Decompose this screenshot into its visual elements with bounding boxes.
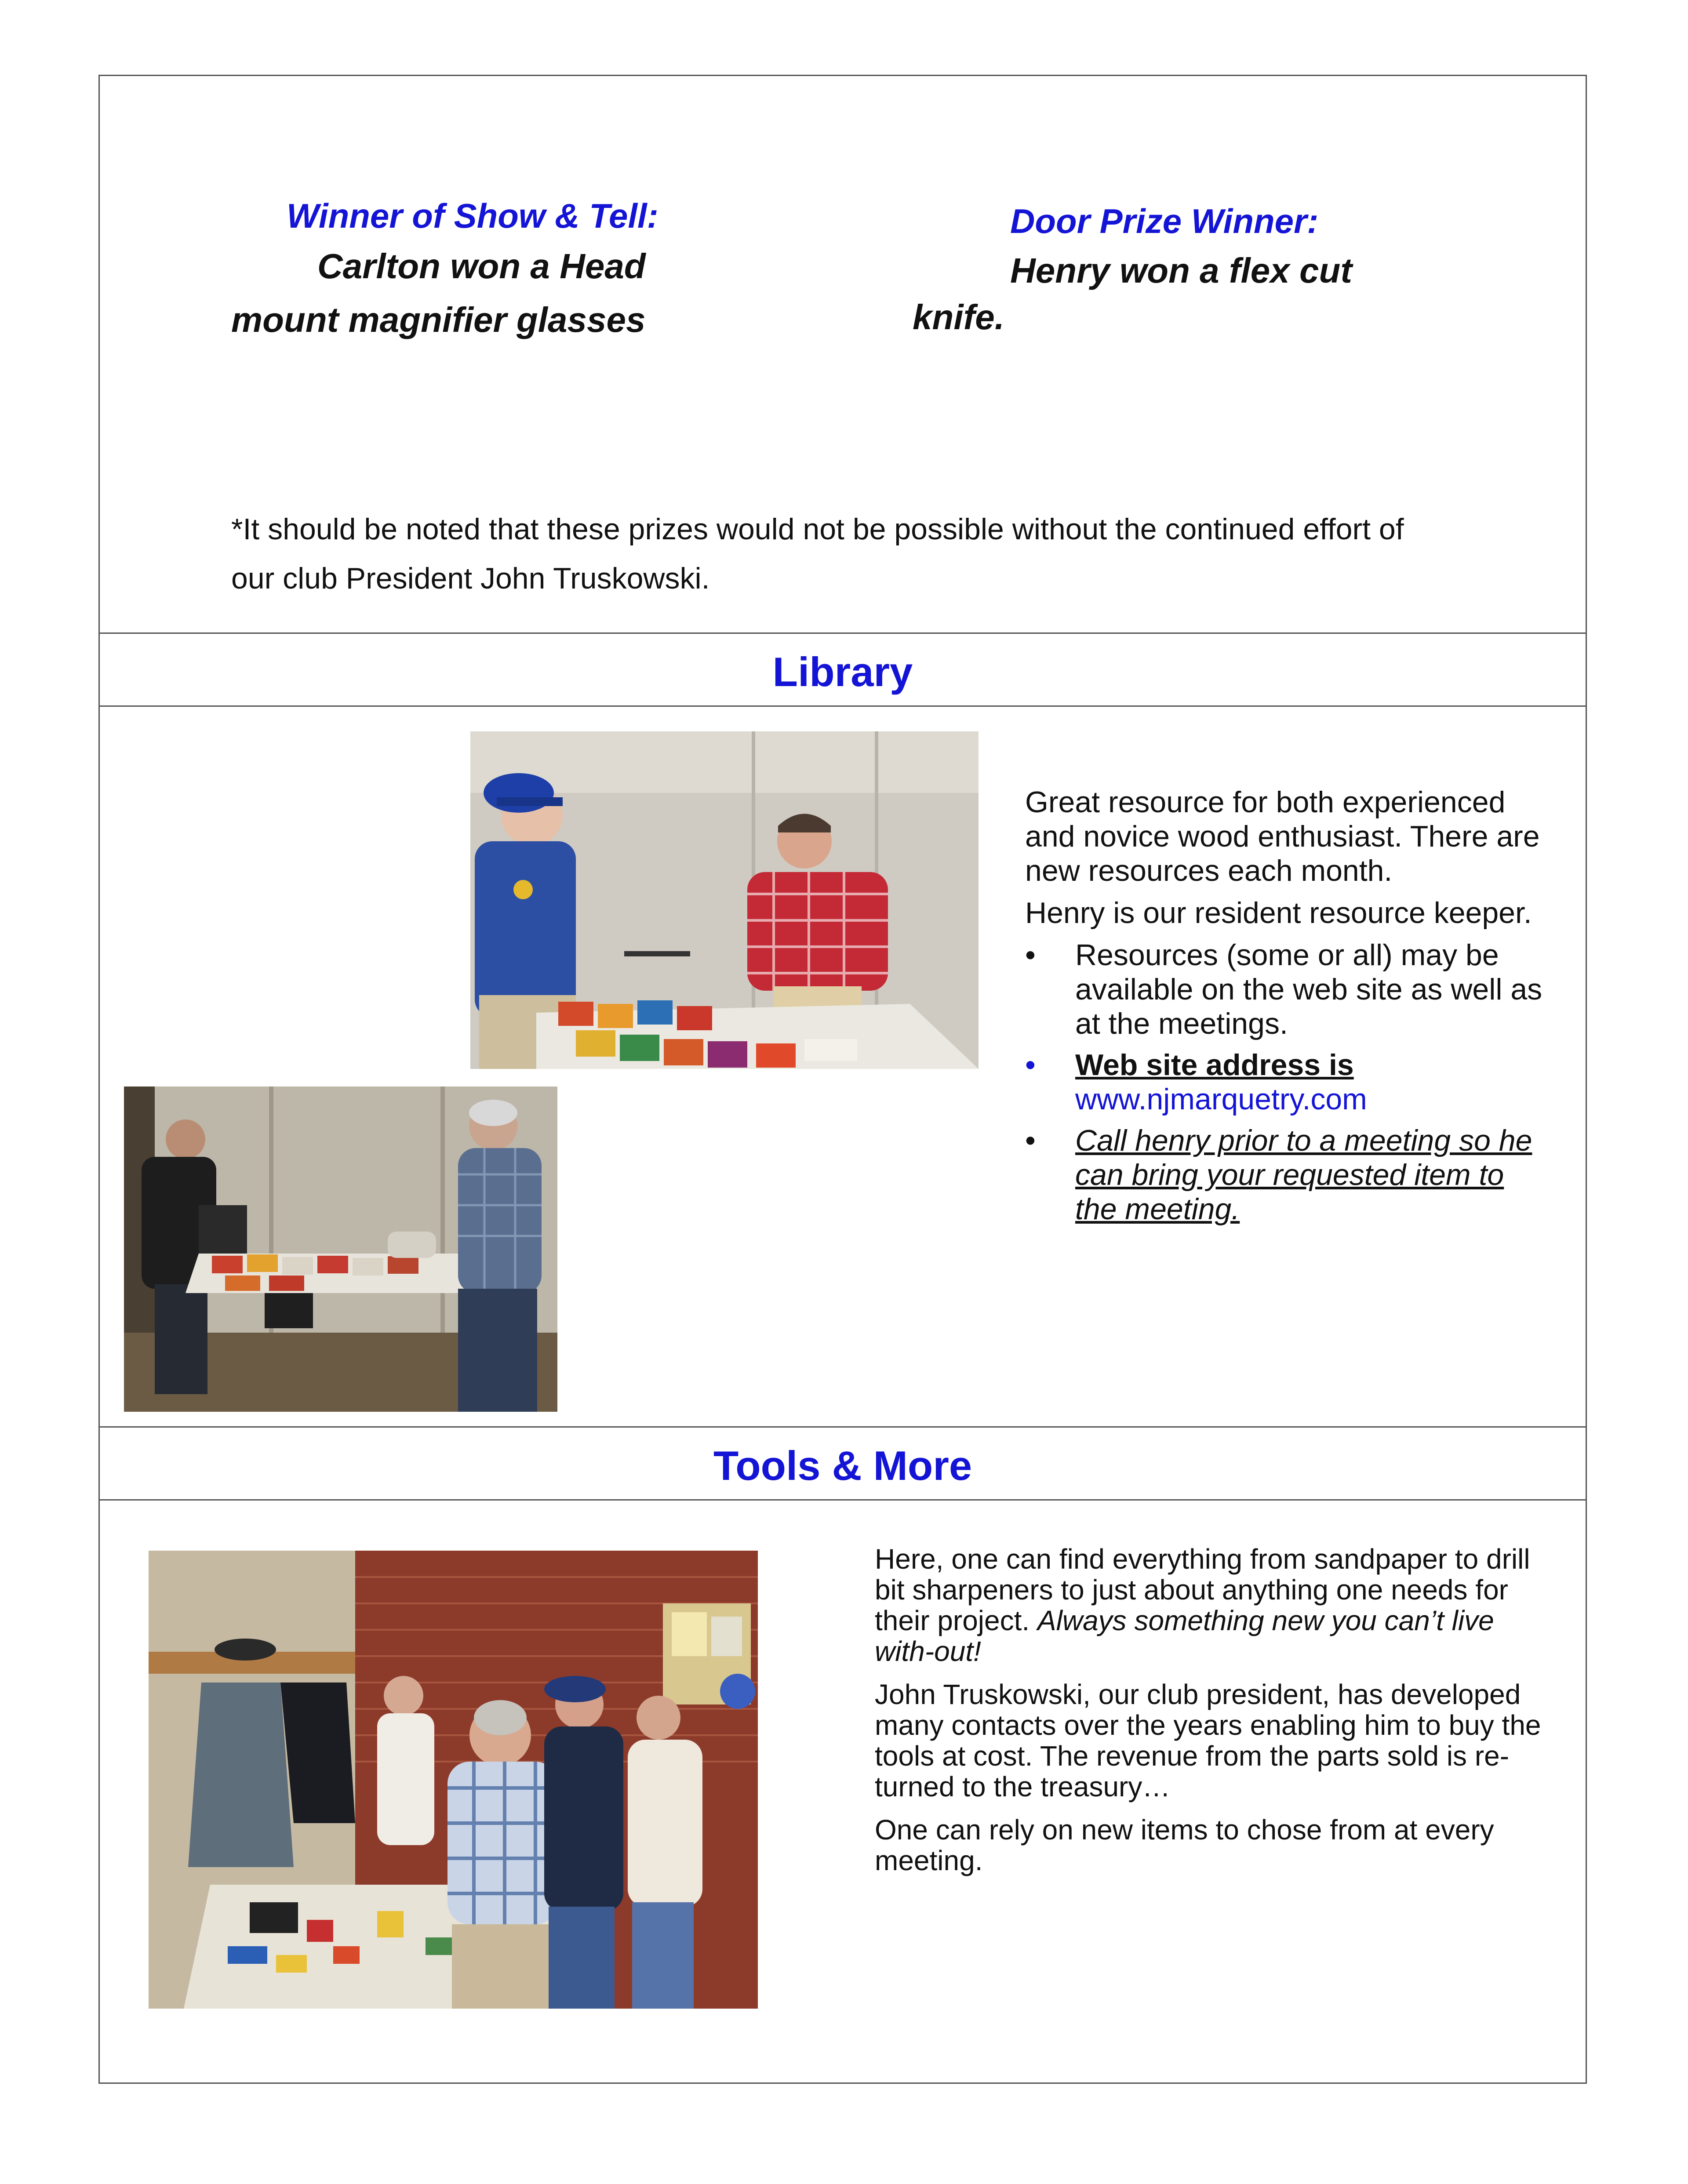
library-bullet-3-text: Call henry prior to a meeting so he can bring your requested item to the meeting. xyxy=(1075,1124,1532,1226)
bullet-icon: • xyxy=(1025,1124,1036,1157)
divider-tools-top xyxy=(98,1426,1587,1428)
library-para1: Great resource for both experienced and novice wood enthusiast. There are new resources each month. xyxy=(1025,785,1540,887)
tools-para1-plain: Here, one can find everything from sandpaper to drill bit sharpeners to just about anything one needs for their project. xyxy=(875,1543,1530,1636)
library-bullet-1-text: Resources (some or all) may be available on the web site as well as at the meetings. xyxy=(1075,938,1542,1040)
bullet-icon: • xyxy=(1025,1048,1036,1082)
show-tell-line2: mount magnifier glasses xyxy=(231,300,646,339)
library-para2: Henry is our resident resource keeper. xyxy=(1025,896,1532,930)
door-prize-heading: Door Prize Winner: xyxy=(1010,202,1319,240)
tools-title: Tools & More xyxy=(713,1443,972,1489)
tools-para3: One can rely on new items to chose from at every meeting. xyxy=(875,1814,1494,1876)
library-title: Library xyxy=(772,649,913,695)
library-photo-top xyxy=(470,731,979,1069)
tools-para1 xyxy=(875,1544,1552,1667)
website-link[interactable]: www.njmarquetry.com xyxy=(1075,1083,1367,1116)
divider-tools-bottom xyxy=(98,1499,1587,1501)
show-tell-line1: Carlton won a Head xyxy=(317,247,646,286)
library-bullet-3 xyxy=(1025,1123,1553,1226)
show-tell-heading: Winner of Show & Tell: xyxy=(287,196,658,235)
tools-text xyxy=(875,1544,1552,1888)
tools-para1-italic: Always something new you can’t live with-out! xyxy=(875,1605,1494,1667)
tools-para2: John Truskowski, our club president, has developed many contacts over the years enabling him to buy the tools at cost. The revenue from the parts sold is re-turned to the treasury… xyxy=(875,1679,1541,1802)
prize-note-line1: *It should be noted that these prizes would not be possible without the continued effort of xyxy=(231,512,1404,546)
divider-library-top xyxy=(98,632,1587,634)
prize-note xyxy=(231,505,1594,603)
library-bullet-1 xyxy=(1025,938,1553,1041)
library-bullet-2 xyxy=(1025,1048,1553,1116)
divider-library-bottom xyxy=(98,705,1587,707)
library-photo-bottom xyxy=(124,1087,557,1412)
door-prize-line1: Henry won a flex cut xyxy=(1010,251,1352,290)
website-label: Web site address is xyxy=(1075,1048,1354,1082)
library-bullets xyxy=(1025,938,1553,1226)
tools-photo xyxy=(149,1551,758,2009)
library-text xyxy=(1025,785,1553,1233)
door-prize-line2: knife. xyxy=(913,298,1004,337)
prize-note-line2: our club President John Truskowski. xyxy=(231,562,710,595)
bullet-icon: • xyxy=(1025,938,1036,972)
